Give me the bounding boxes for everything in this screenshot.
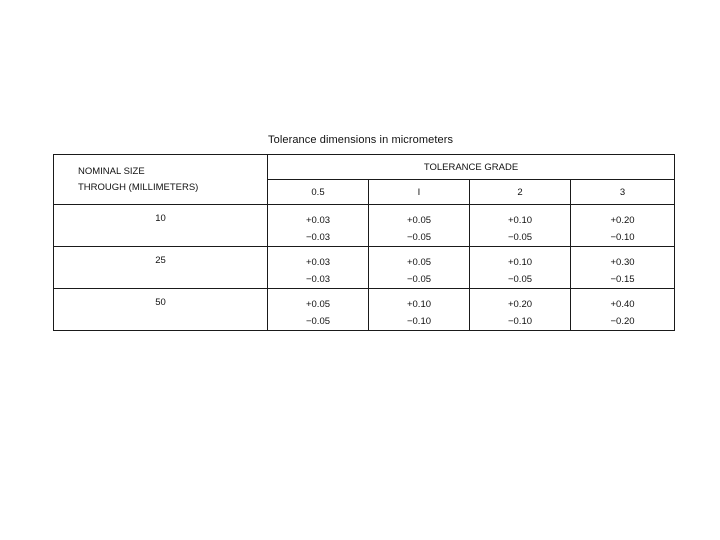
plus-value: +0.05 xyxy=(406,257,432,268)
tolerance-cell xyxy=(369,205,470,247)
minus-value: −0.10 xyxy=(610,232,635,243)
plus-value: +0.10 xyxy=(507,257,533,268)
tolerance-cell xyxy=(571,205,675,247)
plus-value: +0.03 xyxy=(305,215,331,226)
grade-cell: 0.5 xyxy=(268,180,369,205)
minus-value: −0.05 xyxy=(406,274,432,285)
minus-value: −0.15 xyxy=(610,274,635,285)
plus-value: +0.05 xyxy=(406,215,432,226)
plus-value: +0.40 xyxy=(610,299,635,310)
grade-cell: 2 xyxy=(470,180,571,205)
tolerance-cell xyxy=(268,205,369,247)
table-row xyxy=(54,247,675,289)
tolerance-cell xyxy=(571,247,675,289)
nominal-size-header xyxy=(54,155,268,205)
grade-cell: I xyxy=(369,180,470,205)
nominal-size-cell: 50 xyxy=(54,289,268,331)
header-row xyxy=(54,155,675,180)
nominal-size-cell: 10 xyxy=(54,205,268,247)
through-millimeters-label: THROUGH (MILLIMETERS) xyxy=(78,182,199,193)
minus-value: −0.20 xyxy=(610,316,635,327)
grade-cell: 3 xyxy=(571,180,675,205)
minus-value: −0.03 xyxy=(305,232,331,243)
minus-value: −0.03 xyxy=(305,274,331,285)
plus-value: +0.10 xyxy=(406,299,432,310)
minus-value: −0.05 xyxy=(507,274,533,285)
tolerance-cell xyxy=(470,289,571,331)
minus-value: −0.10 xyxy=(507,316,533,327)
minus-value: −0.10 xyxy=(406,316,432,327)
plus-value: +0.20 xyxy=(610,215,635,226)
table-row xyxy=(54,205,675,247)
tolerance-cell xyxy=(268,289,369,331)
nominal-size-label: NOMINAL SIZE xyxy=(78,166,145,177)
plus-value: +0.10 xyxy=(507,215,533,226)
table-caption: Tolerance dimensions in micrometers xyxy=(268,134,454,146)
tolerance-table xyxy=(53,154,675,331)
tolerance-cell xyxy=(571,289,675,331)
nominal-size-cell: 25 xyxy=(54,247,268,289)
plus-value: +0.20 xyxy=(507,299,533,310)
minus-value: −0.05 xyxy=(406,232,432,243)
tolerance-cell xyxy=(470,205,571,247)
minus-value: −0.05 xyxy=(507,232,533,243)
plus-value: +0.05 xyxy=(305,299,331,310)
tolerance-cell xyxy=(369,247,470,289)
tolerance-grade-header: TOLERANCE GRADE xyxy=(268,155,675,180)
tolerance-cell xyxy=(470,247,571,289)
table-row xyxy=(54,289,675,331)
minus-value: −0.05 xyxy=(305,316,331,327)
tolerance-cell xyxy=(268,247,369,289)
tolerance-cell xyxy=(369,289,470,331)
plus-value: +0.30 xyxy=(610,257,635,268)
plus-value: +0.03 xyxy=(305,257,331,268)
